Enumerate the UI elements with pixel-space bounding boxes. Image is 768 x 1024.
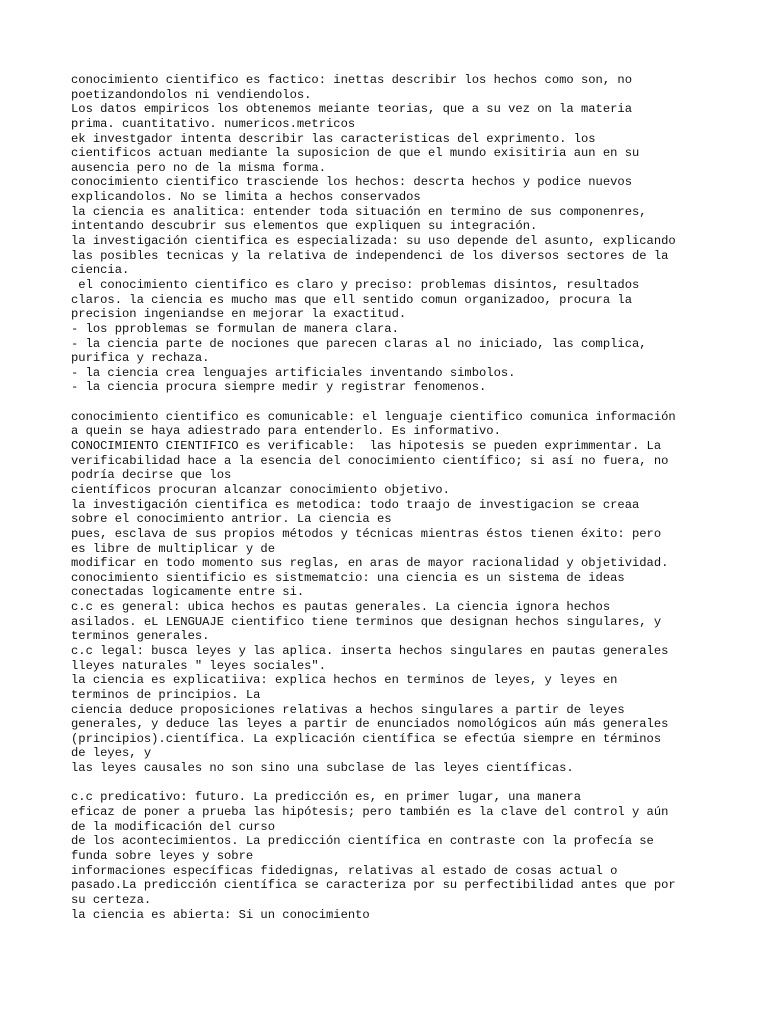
text-line: a quein se haya adiestrado para entenderlo. Es informativo. <box>71 424 501 439</box>
text-line: asilados. eL LENGUAJE cientifico tiene terminos que designan hechos singulares, y <box>71 614 662 629</box>
text-line: es libre de multiplicar y de <box>71 541 275 556</box>
text-line: de los acontecimientos. La predicción científica en contraste con la profecía se <box>71 834 654 849</box>
text-line: conocimiento sientificio es sistmematcio: una ciencia es un sistema de ideas <box>71 570 625 585</box>
text-line: poetizandondolos ni vendiendolos. <box>71 87 312 102</box>
text-line: c.c es general: ubica hechos es pautas generales. La ciencia ignora hechos <box>71 600 611 615</box>
text-line: la ciencia es explicatiiva: explica hechos en terminos de leyes, y leyes en <box>71 673 618 688</box>
text-line: CONOCIMIENTO CIENTIFICO es verificable: las hipotesis se pueden exprimmentar. La <box>71 439 662 454</box>
text-line: (principios).científica. La explicación científica se efectúa siempre en términos <box>71 731 662 746</box>
text-line: el conocimiento cientifico es claro y preciso: problemas disintos, resultados <box>71 277 640 292</box>
text-line: la investigación cientifica es especializada: su uso depende del asunto, explicando <box>71 234 676 249</box>
text-line: las leyes causales no son sino una subclase de las leyes científicas. <box>71 761 574 776</box>
text-line: verificabilidad hace a la esencia del conocimiento científico; si así no fuera, no <box>71 453 669 468</box>
text-line: pasado.La predicción científica se caracteriza por su perfectibilidad antes que por <box>71 878 676 893</box>
text-line: Los datos empiricos los obtenemos meiante teorias, que a su vez on la materia <box>71 102 632 117</box>
text-line: la investigación cientifica es metodica: todo traajo de investigacion se creaa <box>71 497 640 512</box>
text-line: precision ingeniandse en mejorar la exactitud. <box>71 307 407 322</box>
text-line: generales, y deduce las leyes a partir de enunciados nomológicos aún más generales <box>71 717 669 732</box>
text-line: conectadas logicamente entre si. <box>71 585 305 600</box>
text-line: la ciencia es analitica: entender toda situación en termino de sus componenres, <box>71 204 647 219</box>
text-line: explicandolos. No se limita a hechos conservados <box>71 190 421 205</box>
text-line: sobre el conocimiento antrior. La ciencia es <box>71 512 392 527</box>
text-line: lleyes naturales " leyes sociales". <box>71 658 326 673</box>
text-line: c.c predicativo: futuro. La predicción es, en primer lugar, una manera <box>71 790 581 805</box>
text-line: cientificos actuan mediante la suposicion de que el mundo exisitiria aun en su <box>71 146 640 161</box>
text-line: conocimiento cientifico es factico: inettas describir los hechos como son, no <box>71 73 632 87</box>
text-line: claros. la ciencia es mucho mas que ell sentido comun organizadoo, procura la <box>71 292 632 307</box>
text-line: podría decirse que los <box>71 468 232 483</box>
document-body <box>71 73 711 922</box>
text-line: de leyes, y <box>71 746 152 761</box>
text-line: modificar en todo momento sus reglas, en aras de mayor racionalidad y objetividad. <box>71 556 669 571</box>
text-line: - la ciencia crea lenguajes artificiales inventando simbolos. <box>71 365 516 380</box>
text-line: ek investgador intenta describir las caracteristicas del exprimento. los <box>71 131 596 146</box>
text-line: conocimiento cientifico es comunicable: el lenguaje cientifico comunica información <box>71 409 676 424</box>
text-line: terminos de principios. La <box>71 687 261 702</box>
blank-line <box>71 776 711 791</box>
text-line: eficaz de poner a prueba las hipótesis; pero también es la clave del control y aún <box>71 805 669 820</box>
blank-line <box>71 395 711 410</box>
text-line: - los pproblemas se formulan de manera clara. <box>71 321 399 336</box>
text-line: su certeza. <box>71 892 152 907</box>
text-line: informaciones específicas fidedignas, relativas al estado de cosas actual o <box>71 863 618 878</box>
text-line: - la ciencia parte de nociones que parecen claras al no iniciado, las complica, <box>71 336 647 351</box>
text-line: de la modificación del curso <box>71 819 275 834</box>
text-line: - la ciencia procura siempre medir y registrar fenomenos. <box>71 380 487 395</box>
text-line: ciencia. <box>71 263 130 278</box>
text-line: c.c legal: busca leyes y las aplica. inserta hechos singulares en pautas generales <box>71 643 669 658</box>
text-line: ausencia pero no de la misma forma. <box>71 160 326 175</box>
text-line: terminos generales. <box>71 629 210 644</box>
text-line: purifica y rechaza. <box>71 351 210 366</box>
text-line: ciencia deduce proposiciones relativas a hechos singulares a partir de leyes <box>71 702 625 717</box>
text-line: intentando descubrir sus elementos que expliquen su integración. <box>71 219 538 234</box>
text-line: conocimiento cientifico trasciende los hechos: descrta hechos y podice nuevos <box>71 175 632 190</box>
text-line: prima. cuantitativo. numericos.metricos <box>71 116 356 131</box>
text-line: las posibles tecnicas y la relativa de independenci de los diversos sectores de la <box>71 248 669 263</box>
text-line: la ciencia es abierta: Si un conocimiento <box>71 907 370 922</box>
text-line: científicos procuran alcanzar conocimiento objetivo. <box>71 482 450 497</box>
text-line: pues, esclava de sus propios métodos y técnicas mientras éstos tienen éxito: pero <box>71 526 662 541</box>
text-line: funda sobre leyes y sobre <box>71 848 254 863</box>
